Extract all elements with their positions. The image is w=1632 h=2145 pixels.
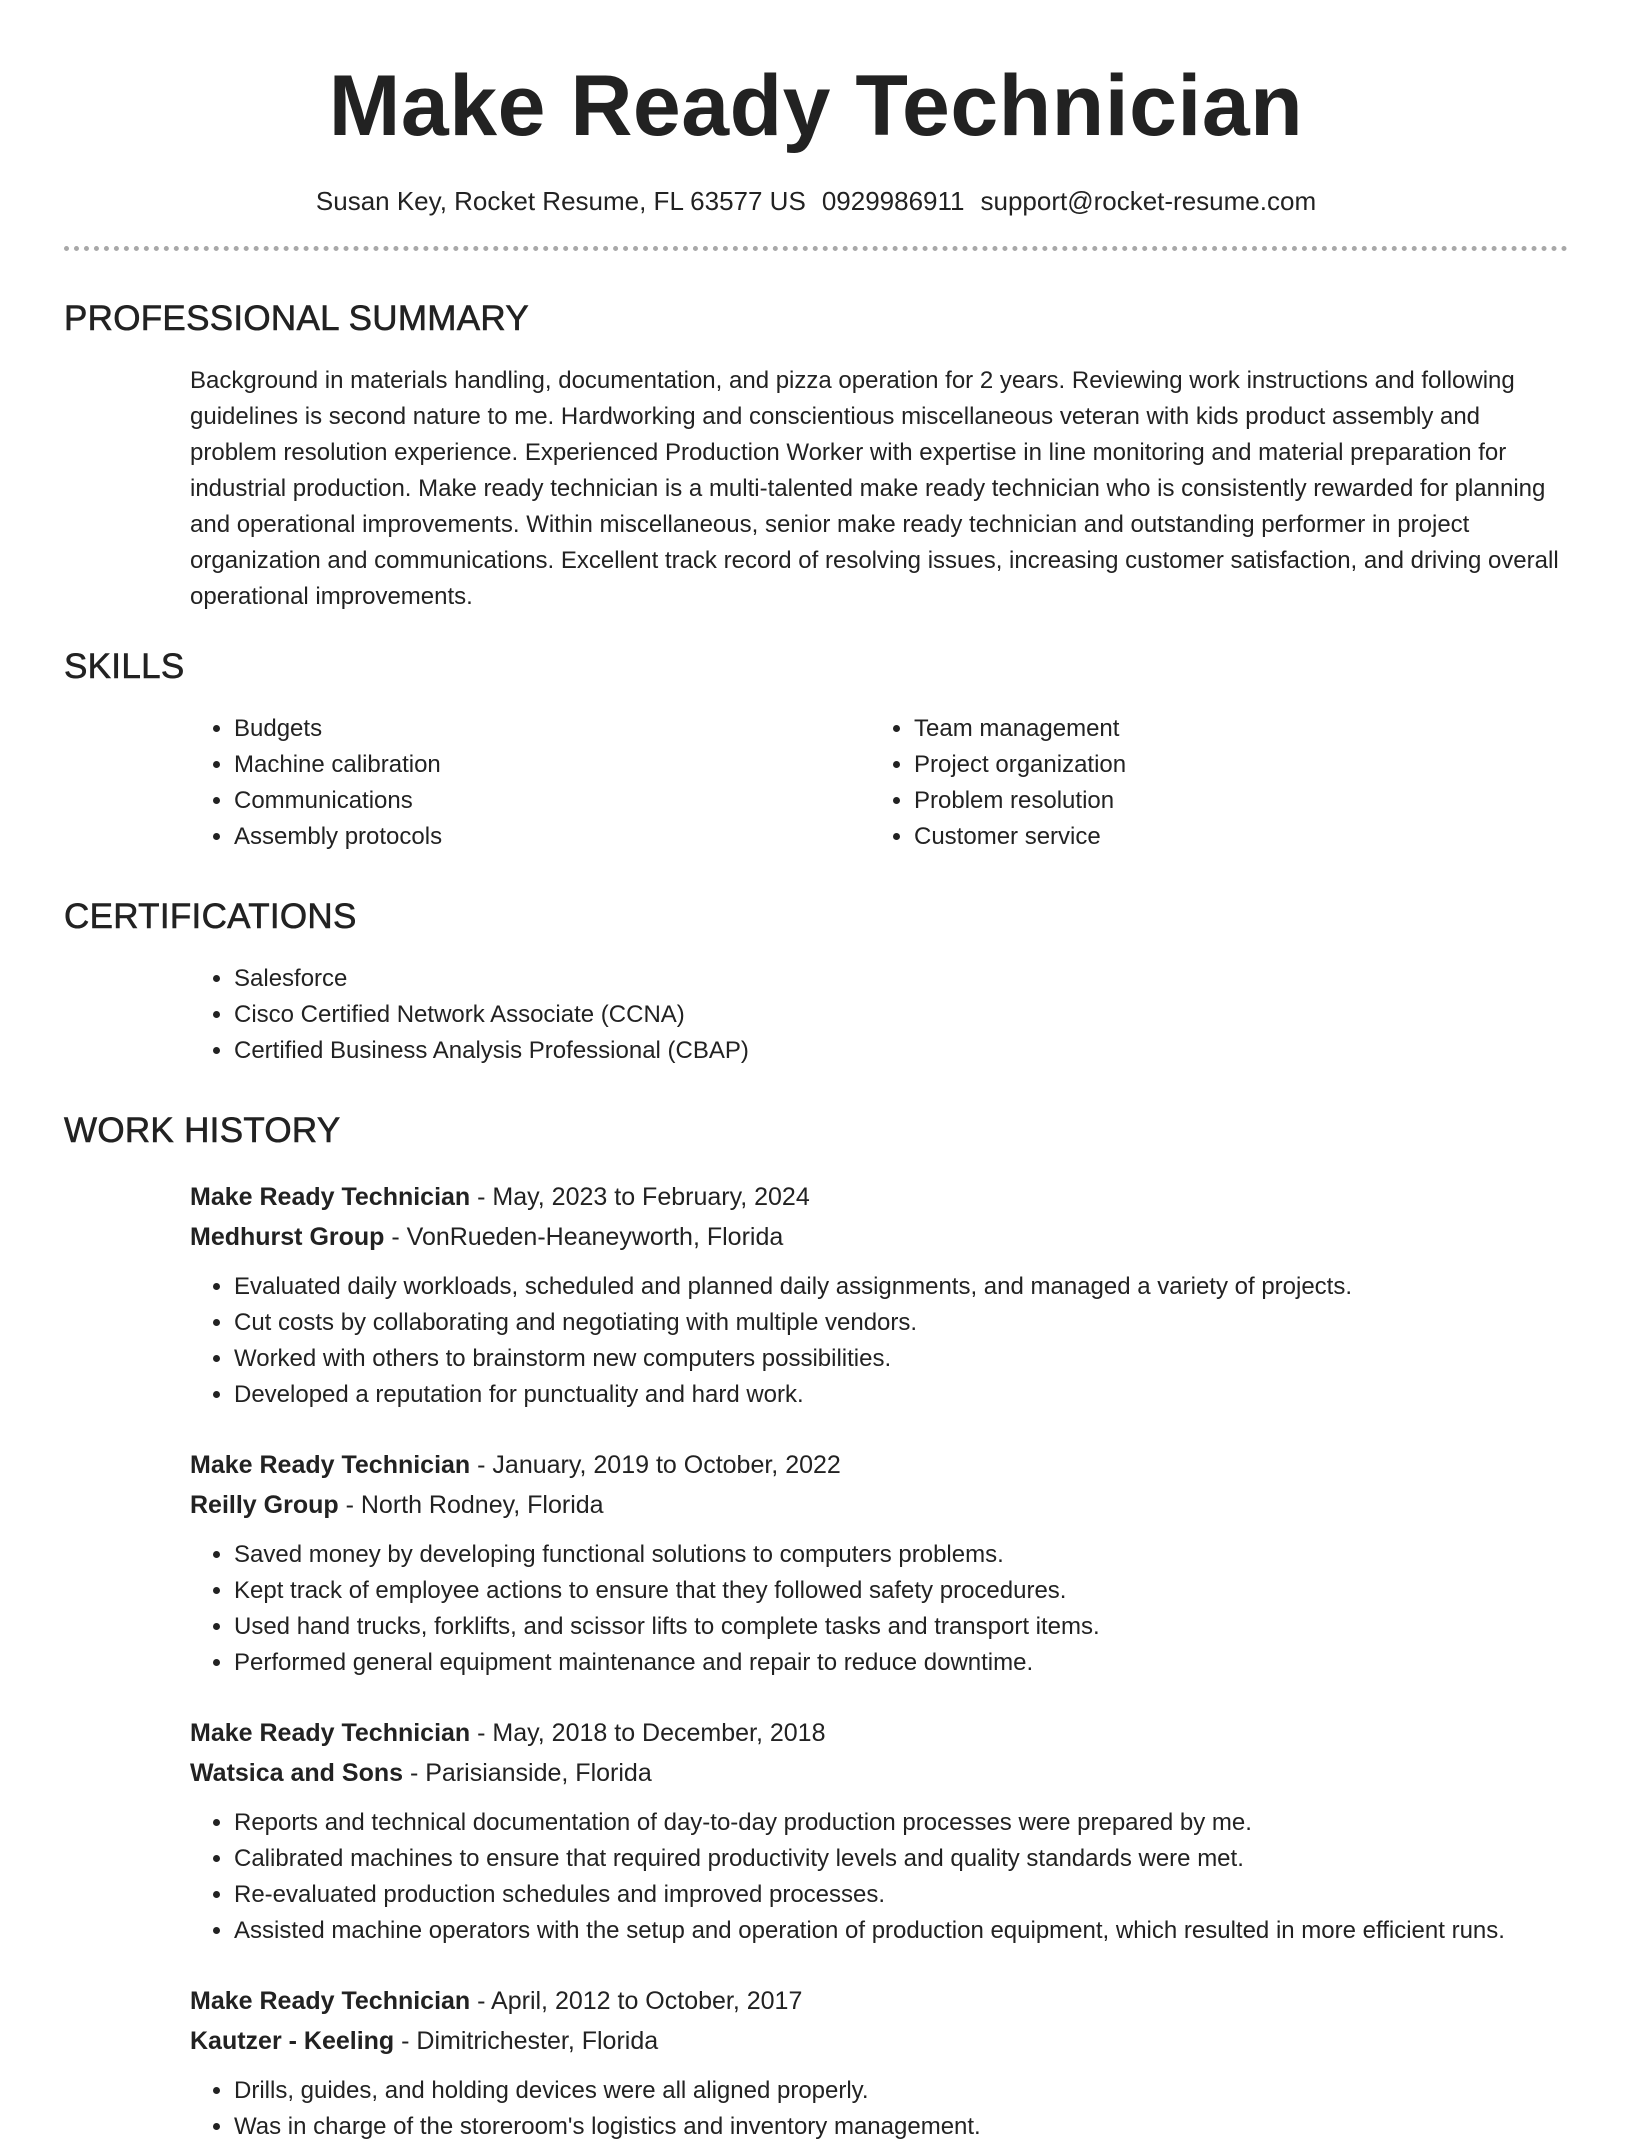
summary-heading: PROFESSIONAL SUMMARY (64, 299, 529, 338)
job-bullet: • Performed general equipment maintenance and repair to reduce downtime. (234, 1645, 1568, 1681)
certifications-heading: CERTIFICATIONS (64, 897, 357, 936)
contact-address: Susan Key, Rocket Resume, FL 63577 US (315, 186, 806, 216)
job-bullet: • Reports and technical documentation of day-to-day production processes were prepared by me. (234, 1805, 1568, 1841)
summary-text: Background in materials handling, documentation, and pizza operation for 2 years. Reviewing work instructions and following guidelines is second nature to me. Hardworking and conscientious miscellaneous veteran with kids product assembly and problem resolution experience. Experienced Production Worker with expertise in line monitoring and material preparation for industrial production. Make ready technician is a multi-talented make ready technician who is consistently rewarded for planning and operational improvements. Within miscellaneous, senior make ready technician and outstanding performer in project organization and communications. Excellent track record of resolving issues, increasing customer satisfaction, and driving overall operational improvements. (190, 367, 1559, 610)
job-bullet: • Assisted machine operators with the setup and operation of production equipment, which resulted in more efficient runs. (234, 1913, 1568, 1949)
job-company-line (190, 1485, 1568, 1525)
skill-item: • Communications (234, 783, 870, 819)
job-role: Make Ready Technician (190, 1451, 471, 1479)
job-dates: - January, 2019 to October, 2022 (470, 1451, 841, 1479)
job-bullet: • Used hand trucks, forklifts, and scissor lifts to complete tasks and transport items. (234, 1609, 1568, 1645)
job-company: Kautzer - Keeling (190, 2027, 395, 2055)
job-bullet: • Drills, guides, and holding devices were all aligned properly. (234, 2073, 1568, 2109)
job-bullet: • Calibrated machines to ensure that required productivity levels and quality standards were met. (234, 1841, 1568, 1877)
job-company: Reilly Group (190, 1491, 339, 1519)
job-role-line (190, 1981, 1568, 2021)
contact-line (64, 184, 1568, 218)
skill-item: • Budgets (234, 711, 870, 747)
job-bullets (190, 1269, 1568, 1413)
job-location: - Parisianside, Florida (403, 1759, 652, 1787)
certification-item: • Salesforce (234, 961, 1568, 997)
work-history-heading: WORK HISTORY (64, 1111, 341, 1150)
skill-item: • Customer service (914, 819, 1550, 855)
job-dates: - April, 2012 to October, 2017 (470, 1987, 803, 2015)
job-role-line (190, 1713, 1568, 1753)
job-bullet: • Developed a reputation for punctuality and hard work. (234, 1377, 1568, 1413)
skills-column-right (870, 711, 1550, 855)
job-bullet: • Was in charge of the storeroom's logistics and inventory management. (234, 2109, 1568, 2145)
skills-heading: SKILLS (64, 647, 185, 686)
job-company-line (190, 1217, 1568, 1257)
job-dates: - May, 2023 to February, 2024 (470, 1183, 810, 1211)
skills-column-left (190, 711, 870, 855)
certifications-list (190, 961, 1568, 1069)
header-divider (64, 246, 1568, 251)
job-company: Watsica and Sons (190, 1759, 404, 1787)
job-bullet: • Cut costs by collaborating and negotiating with multiple vendors. (234, 1305, 1568, 1341)
resume-page (64, 0, 1568, 2145)
skill-item: • Project organization (914, 747, 1550, 783)
contact-email: support@rocket-resume.com (980, 186, 1317, 216)
skills-list (190, 711, 1568, 855)
job-location: - VonRueden-Heaneyworth, Florida (384, 1223, 784, 1251)
job-entry (190, 1981, 1568, 2145)
job-bullet: • Worked with others to brainstorm new computers possibilities. (234, 1341, 1568, 1377)
job-entry (190, 1445, 1568, 1681)
job-bullet: • Re-evaluated production schedules and improved processes. (234, 1877, 1568, 1913)
contact-phone: 0929986911 (821, 186, 965, 216)
skill-item: • Problem resolution (914, 783, 1550, 819)
job-bullet: • Evaluated daily workloads, scheduled and planned daily assignments, and managed a variety of projects. (234, 1269, 1568, 1305)
job-bullets (190, 2073, 1568, 2145)
job-entry (190, 1713, 1568, 1949)
certification-item: • Certified Business Analysis Professional (CBAP) (234, 1033, 1568, 1069)
job-role-line (190, 1445, 1568, 1485)
job-bullets (190, 1537, 1568, 1681)
job-company-line (190, 1753, 1568, 1793)
skill-item: • Machine calibration (234, 747, 870, 783)
job-role-line (190, 1177, 1568, 1217)
resume-title: Make Ready Technician (328, 58, 1304, 154)
skill-item: • Assembly protocols (234, 819, 870, 855)
job-role: Make Ready Technician (190, 1183, 471, 1211)
job-dates: - May, 2018 to December, 2018 (470, 1719, 826, 1747)
job-company: Medhurst Group (190, 1223, 385, 1251)
job-location: - Dimitrichester, Florida (394, 2027, 659, 2055)
certification-item: • Cisco Certified Network Associate (CCNA) (234, 997, 1568, 1033)
job-role: Make Ready Technician (190, 1987, 471, 2015)
job-company-line (190, 2021, 1568, 2061)
job-location: - North Rodney, Florida (338, 1491, 604, 1519)
job-role: Make Ready Technician (190, 1719, 471, 1747)
certifications-bullets (190, 961, 1568, 1069)
job-bullet: • Saved money by developing functional solutions to computers problems. (234, 1537, 1568, 1573)
skill-item: • Team management (914, 711, 1550, 747)
job-bullets (190, 1805, 1568, 1949)
job-entry (190, 1177, 1568, 1413)
job-bullet: • Kept track of employee actions to ensure that they followed safety procedures. (234, 1573, 1568, 1609)
